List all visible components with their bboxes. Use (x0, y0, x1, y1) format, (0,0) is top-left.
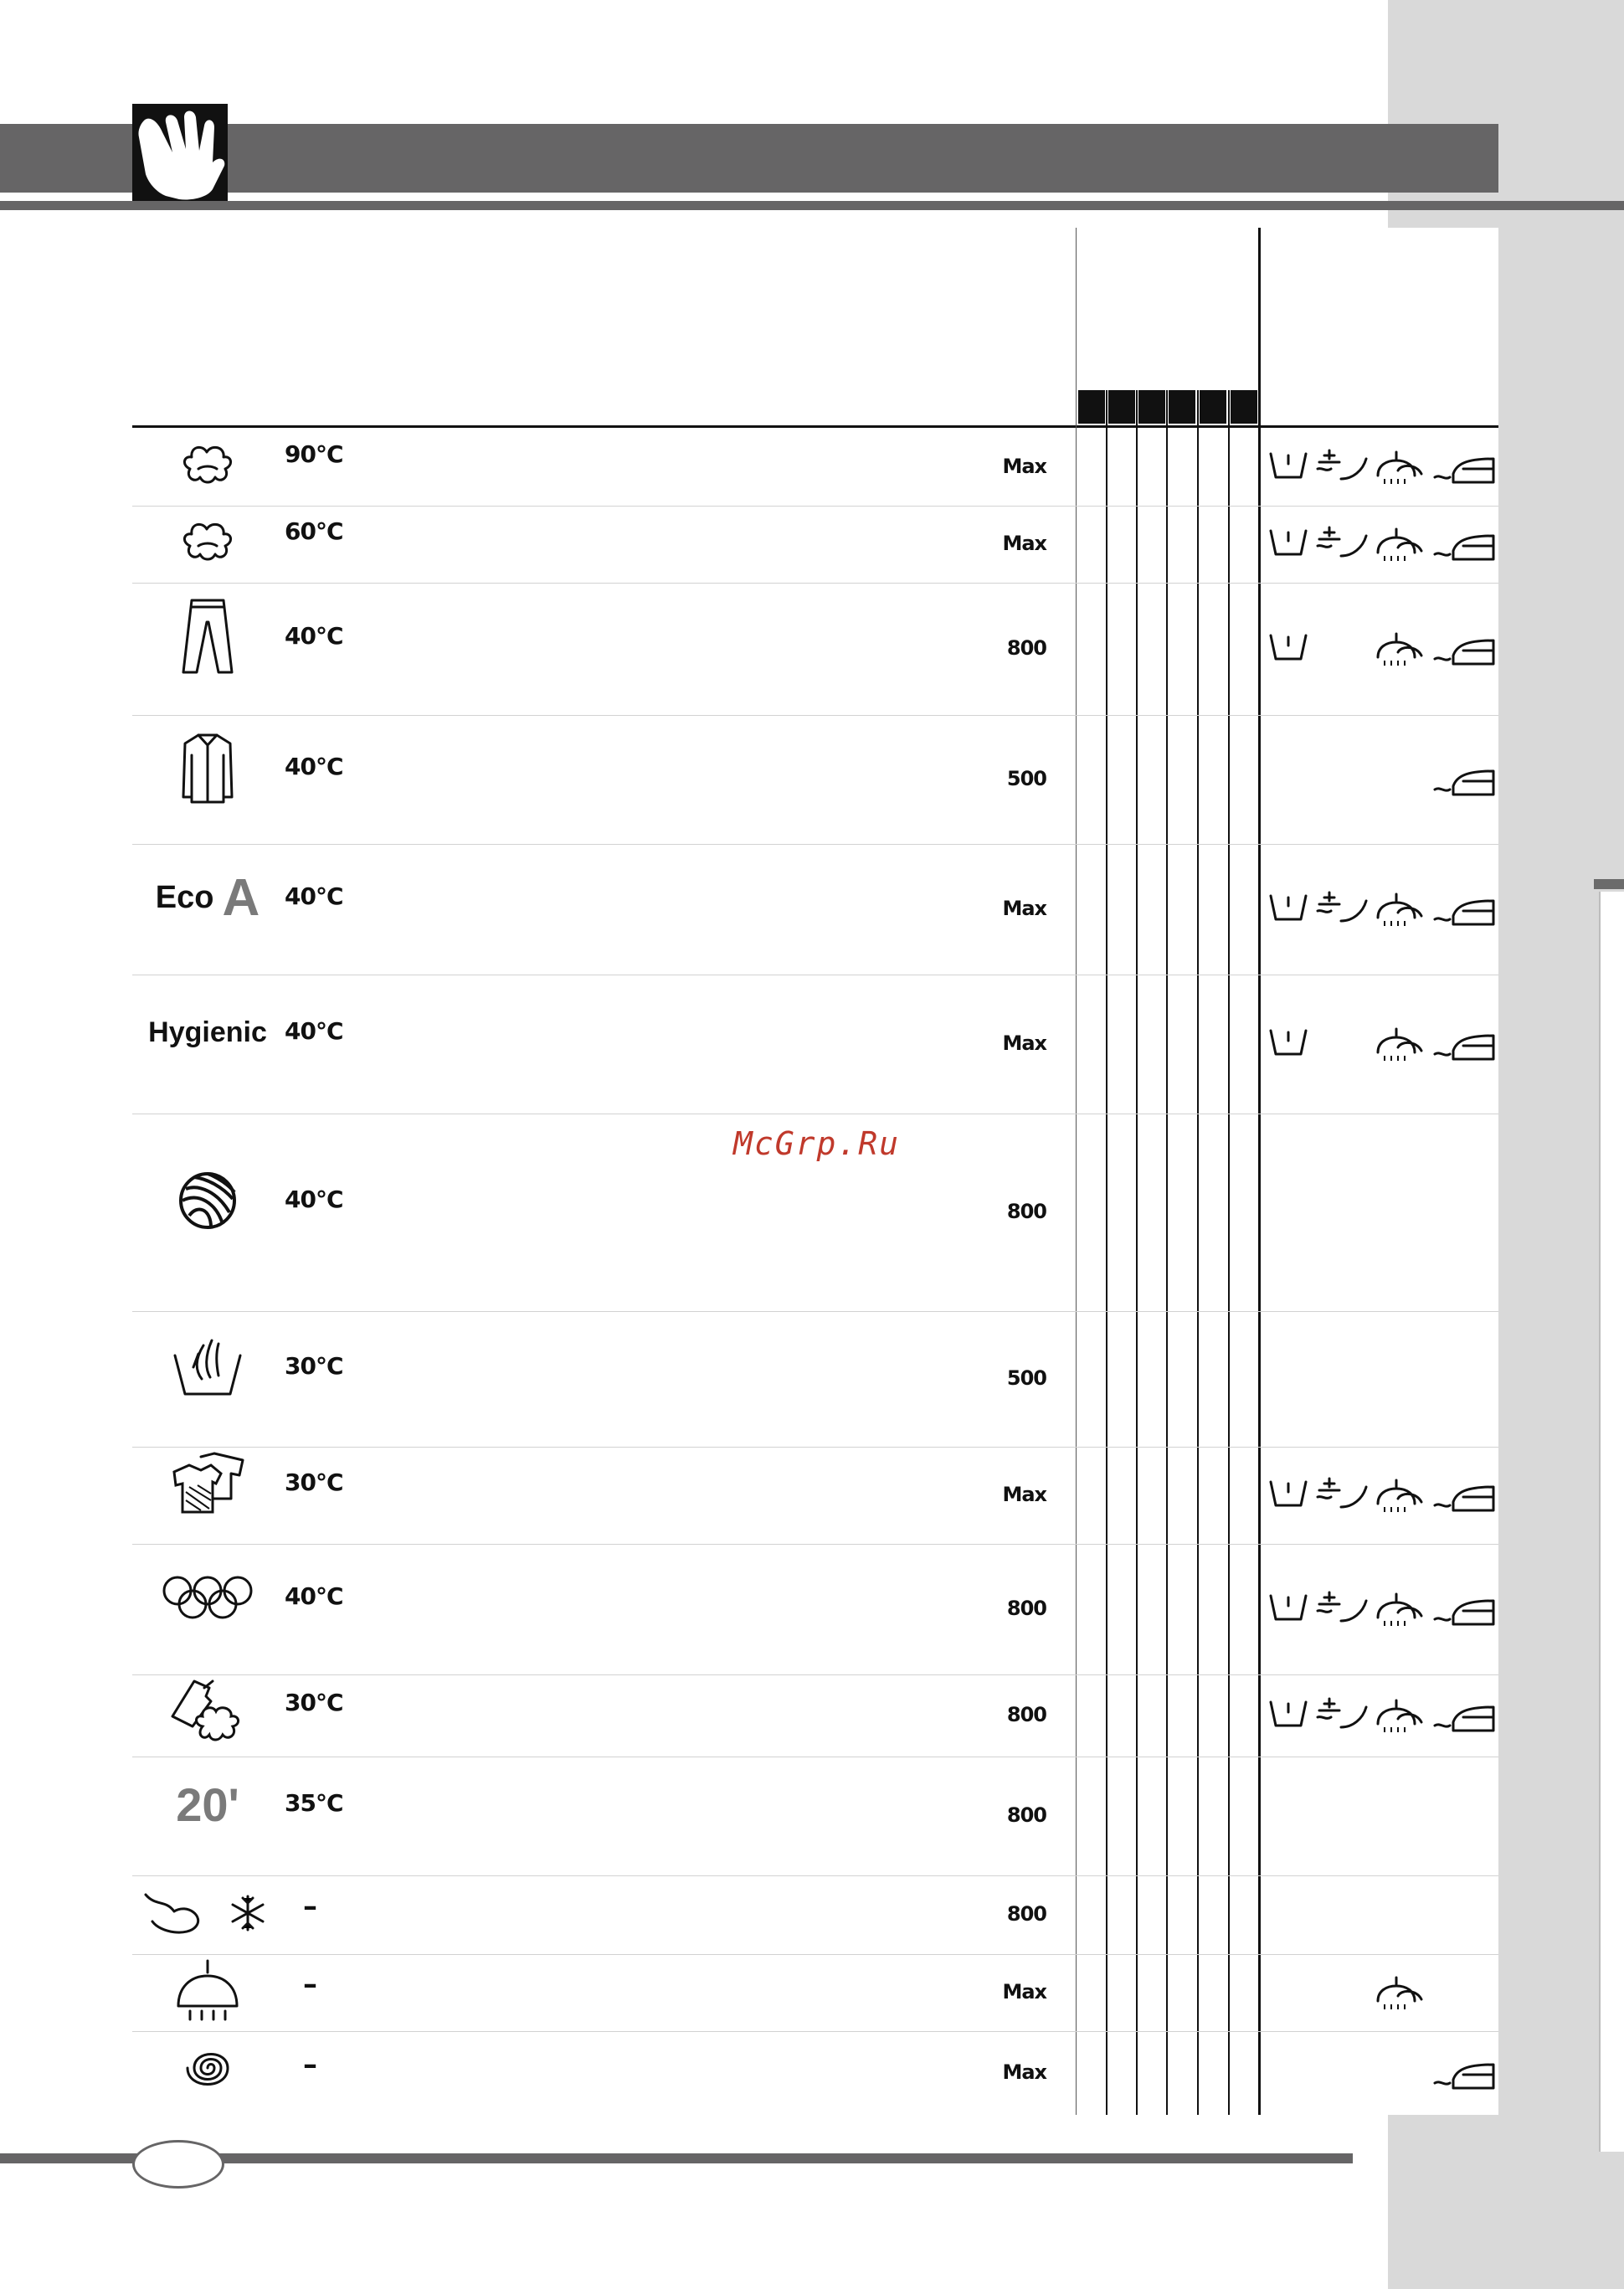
option-icon (1316, 526, 1370, 563)
allergy-cotton-icon (141, 1678, 275, 1745)
program-temperature: 30°C (285, 1469, 343, 1496)
spin-icon (1433, 761, 1487, 798)
program-spin-speed: Max (1002, 455, 1046, 478)
wool-ball-icon (141, 1167, 275, 1234)
page-edge-tab (1594, 879, 1624, 889)
program-temperature: 40°C (285, 1582, 343, 1610)
program-temperature: – (303, 1968, 316, 2001)
program-spin-speed: 500 (1006, 1366, 1046, 1390)
basin-icon (1267, 449, 1321, 486)
basin-icon (1267, 1026, 1321, 1062)
rinse-shower-icon (141, 1957, 275, 2024)
basin-icon (1267, 526, 1321, 563)
rinse-icon (1375, 1591, 1428, 1628)
hand-logo-icon (132, 104, 228, 201)
spin-icon (1433, 1591, 1487, 1628)
column-header-square (1108, 390, 1135, 424)
rinse-icon (1375, 630, 1428, 667)
program-row-hand-wash (132, 1311, 1498, 1447)
program-spin-speed: 800 (1006, 1703, 1046, 1726)
option-icon (1316, 1477, 1370, 1514)
rinse-icon (1375, 1477, 1428, 1514)
spin-icon (1433, 2055, 1487, 2091)
basin-icon (1267, 1697, 1321, 1734)
program-spin-speed: Max (1002, 2060, 1046, 2084)
program-row-sport (132, 1544, 1498, 1674)
option-icon (1316, 891, 1370, 928)
column-header-square (1169, 390, 1195, 424)
hand-wash-icon (141, 1334, 275, 1401)
program-temperature: 60°C (285, 517, 343, 545)
spin-icon (1433, 1026, 1487, 1062)
eco-label-text: Eco (155, 879, 214, 915)
cotton-boll-icon (141, 509, 275, 576)
page-number-oval (132, 2140, 224, 2189)
program-spin-speed: 500 (1006, 767, 1046, 790)
rinse-icon (1375, 891, 1428, 928)
quick-20-label (141, 1771, 275, 1838)
program-temperature: 30°C (285, 1689, 343, 1716)
spin-icon (1433, 891, 1487, 928)
program-spin-speed: Max (1002, 897, 1046, 920)
program-row-jeans (132, 583, 1498, 715)
spin-icon (1433, 1477, 1487, 1514)
option-icon (1316, 1591, 1370, 1628)
column-header-square (1078, 390, 1105, 424)
mixed-clothes-icon (141, 1450, 275, 1517)
basin-icon (1267, 1477, 1321, 1514)
program-temperature: 40°C (285, 753, 343, 780)
program-temperature: 40°C (285, 882, 343, 910)
basin-icon (1267, 1591, 1321, 1628)
program-row-eco (132, 844, 1498, 975)
program-spin-speed: Max (1002, 1483, 1046, 1506)
spin-icon (1433, 630, 1487, 667)
program-spin-speed: Max (1002, 1980, 1046, 2004)
program-temperature: 40°C (285, 1017, 343, 1045)
rinse-icon (1375, 1697, 1428, 1734)
program-row-cotton-90 (132, 429, 1498, 506)
program-row-hygienic (132, 975, 1498, 1114)
program-spin-speed: Max (1002, 532, 1046, 555)
header-rule (0, 201, 1624, 210)
program-temperature: 40°C (285, 1186, 343, 1213)
hygienic-label-text: Hygienic (148, 1016, 267, 1048)
program-spin-speed: 800 (1006, 1803, 1046, 1827)
program-temperature: 30°C (285, 1352, 343, 1380)
program-spin-speed: 800 (1006, 1902, 1046, 1926)
program-spin-speed: 800 (1006, 636, 1046, 660)
rinse-icon (1375, 1026, 1428, 1062)
eco-a-label (141, 864, 275, 931)
program-row-mixed-colours (132, 1447, 1498, 1544)
program-row-refresh (132, 1875, 1498, 1954)
program-spin-speed: 800 (1006, 1597, 1046, 1620)
program-spin-speed: 800 (1006, 1200, 1046, 1223)
program-row-cotton-60 (132, 506, 1498, 583)
refresh-snow-icon (141, 1879, 275, 1946)
eco-a-letter: A (222, 868, 260, 927)
program-row-rinse (132, 1954, 1498, 2031)
program-temperature: 35°C (285, 1789, 343, 1817)
column-header-square (1138, 390, 1165, 424)
rinse-icon (1375, 526, 1428, 563)
program-row-quick-20 (132, 1757, 1498, 1875)
trousers-icon (141, 604, 275, 671)
page-edge-strip (1599, 892, 1624, 2152)
basin-icon (1267, 891, 1321, 928)
basin-icon (1267, 630, 1321, 667)
program-temperature: – (303, 2048, 316, 2081)
column-header-square (1231, 390, 1257, 424)
spin-icon (1433, 1697, 1487, 1734)
program-row-allergy (132, 1674, 1498, 1757)
rinse-icon (1375, 449, 1428, 486)
program-row-shirts (132, 715, 1498, 844)
program-row-spin (132, 2031, 1498, 2115)
option-icon (1316, 449, 1370, 486)
table-top-rule (132, 425, 1498, 428)
rinse-icon (1375, 1974, 1428, 2011)
spin-icon (1433, 526, 1487, 563)
hygienic-label (141, 999, 275, 1066)
cotton-boll-icon (141, 432, 275, 499)
option-icon (1316, 1697, 1370, 1734)
program-temperature: – (303, 1890, 316, 1923)
spin-spiral-icon (141, 2034, 275, 2101)
program-temperature: 90°C (285, 440, 343, 468)
spin-icon (1433, 449, 1487, 486)
olympic-rings-icon (141, 1564, 275, 1631)
program-spin-speed: Max (1002, 1031, 1046, 1055)
column-header-square (1200, 390, 1226, 424)
program-temperature: 40°C (285, 622, 343, 650)
quick-20-label-text: 20' (176, 1777, 239, 1831)
shirt-icon (141, 734, 275, 801)
watermark: McGrp.Ru (733, 1125, 901, 1162)
